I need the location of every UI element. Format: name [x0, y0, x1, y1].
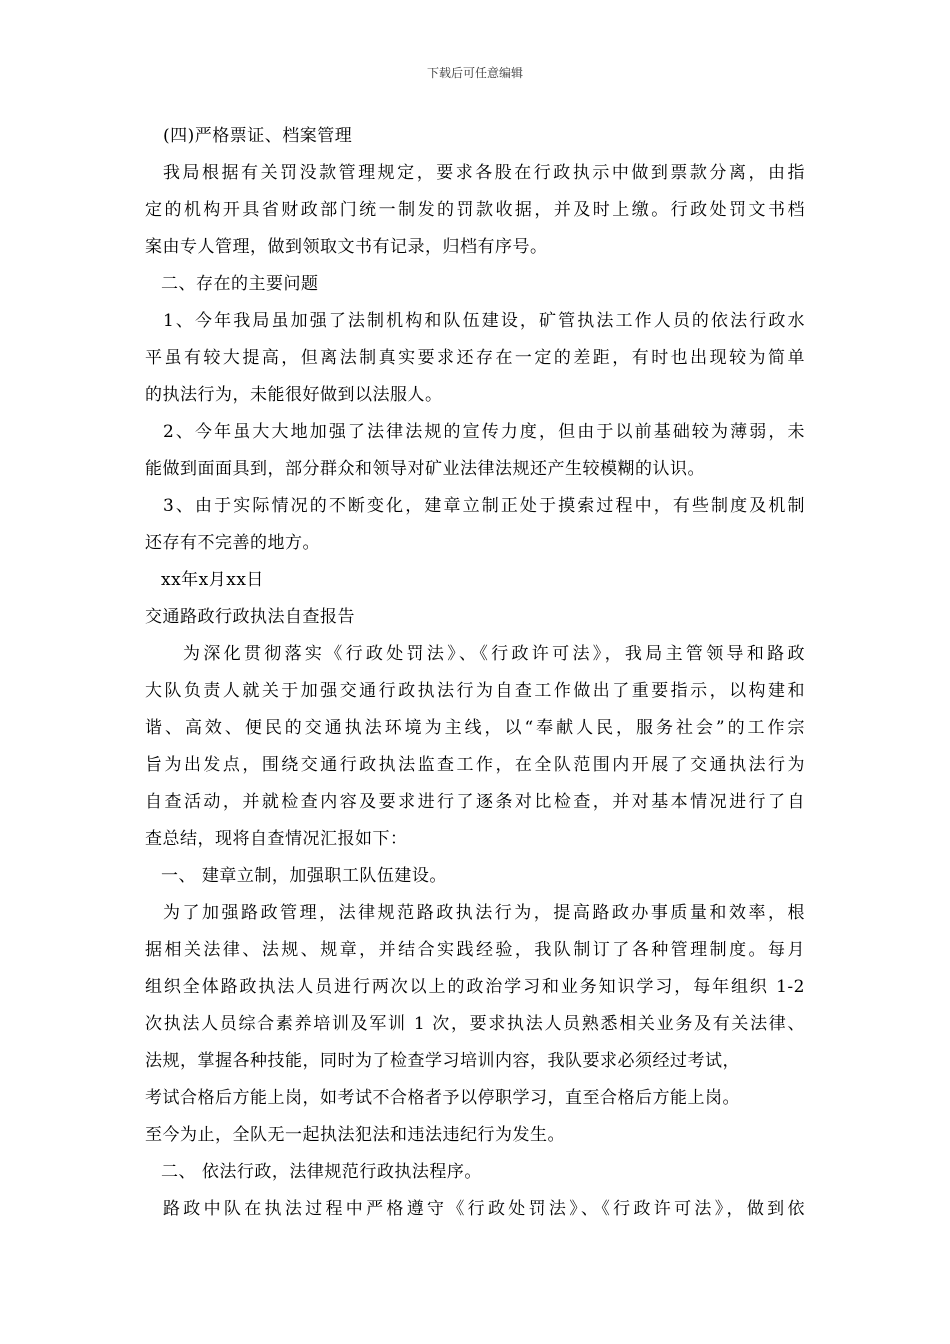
text-line: 还存有不完善的地方。	[145, 533, 320, 553]
paragraph-rules-team	[145, 895, 825, 1154]
text-line: 据相关法律、法规、规章，并结合实践经验，我队制订了各种管理制度。每月	[145, 940, 805, 960]
text-line: 二、存在的主要问题	[161, 274, 319, 294]
text-line: 次执法人员综合素养培训及军训 1 次，要求执法人员熟悉相关业务及有关法律、	[145, 1014, 805, 1034]
text-line: 1、今年我局虽加强了法制机构和队伍建设，矿管执法工作人员的依法行政水	[163, 311, 805, 331]
report-title	[145, 599, 825, 636]
text-line: (四)严格票证、档案管理	[163, 126, 353, 146]
paragraph-intro	[145, 636, 825, 858]
paragraph-fine-management	[145, 155, 825, 266]
text-line: 我局根据有关罚没款管理规定，要求各股在行政执示中做到票款分离，由指	[163, 163, 805, 183]
date-line	[145, 562, 825, 599]
text-line: 平虽有较大提高，但离法制真实要求还存在一定的差距，有时也出现较为简单	[145, 348, 805, 368]
text-line: 考试合格后方能上岗，如考试不合格者予以停职学习，直至合格后方能上岗。	[145, 1088, 740, 1108]
text-line: 的执法行为，未能很好做到以法服人。	[145, 385, 443, 405]
paragraph-lawful-admin	[145, 1191, 825, 1228]
text-line: 旨为出发点，围绕交通行政执法监查工作，在全队范围内开展了交通执法行为	[145, 755, 805, 775]
text-line: 查总结，现将自查情况汇报如下：	[145, 829, 408, 849]
text-line: 法规，掌握各种技能，同时为了检查学习培训内容，我队要求必须经过考试，	[145, 1051, 740, 1071]
paragraph-problem-1	[145, 303, 825, 414]
text-line: 2、今年虽大大地加强了法律法规的宣传力度，但由于以前基础较为薄弱，未	[163, 422, 805, 442]
text-line: 定的机构开具省财政部门统一制发的罚款收据，并及时上缴。行政处罚文书档	[145, 200, 805, 220]
text-line: 谐、高效、便民的交通执法环境为主线，以“奉献人民，服务社会”的工作宗	[145, 718, 805, 738]
text-line: 3、由于实际情况的不断变化，建章立制正处于摸索过程中，有些制度及机制	[163, 496, 805, 516]
text-line: 交通路政行政执法自查报告	[145, 607, 355, 627]
paragraph-problem-3	[145, 488, 825, 562]
text-line: 至今为止，全队无一起执法犯法和违法违纪行为发生。	[145, 1125, 565, 1145]
text-line: 一、 建章立制，加强职工队伍建设。	[161, 866, 447, 886]
document-body	[145, 118, 825, 1228]
text-line: 路政中队在执法过程中严格遵守《行政处罚法》、《行政许可法》，做到依	[163, 1199, 805, 1219]
text-line: 二、 依法行政，法律规范行政执法程序。	[161, 1162, 482, 1182]
section-heading-archive-management	[145, 118, 825, 155]
text-line: 案由专人管理，做到领取文书有记录，归档有序号。	[145, 237, 548, 257]
text-line: 大队负责人就关于加强交通行政执法行为自查工作做出了重要指示，以构建和	[145, 681, 805, 701]
page-header: 下载后可任意编辑	[426, 66, 523, 80]
text-line: 能做到面面具到，部分群众和领导对矿业法律法规还产生较模糊的认识。	[145, 459, 705, 479]
section-heading-main-problems	[145, 266, 825, 303]
text-line: xx年x月xx日	[161, 570, 264, 590]
section-heading-lawful-admin	[145, 1154, 825, 1191]
section-heading-rules-team	[145, 858, 825, 895]
text-line: 为了加强路政管理，法律规范路政执法行为，提高路政办事质量和效率，根	[163, 903, 805, 923]
text-line: 为深化贯彻落实《行政处罚法》、《行政许可法》，我局主管领导和路政	[183, 644, 805, 664]
paragraph-problem-2	[145, 414, 825, 488]
text-line: 自查活动，并就检查内容及要求进行了逐条对比检查，并对基本情况进行了自	[145, 792, 805, 812]
text-line: 组织全体路政执法人员进行两次以上的政治学习和业务知识学习，每年组织 1-2	[145, 977, 805, 997]
